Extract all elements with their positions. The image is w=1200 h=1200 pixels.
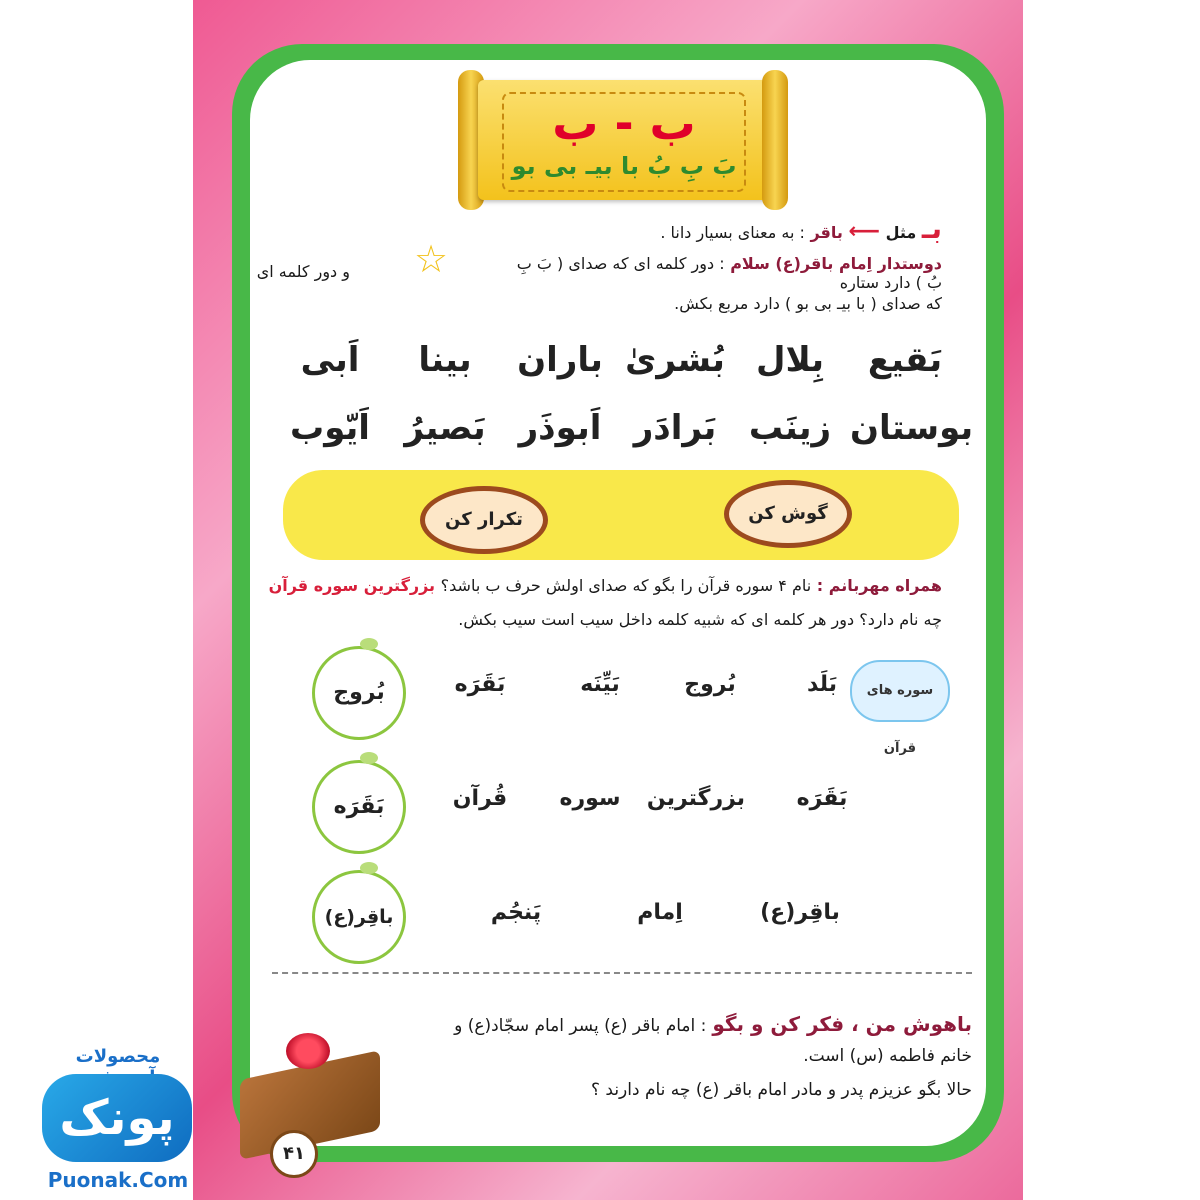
task-lead: همراه مهربانم : (816, 576, 942, 595)
instruction-text: : دور کلمه ای که صدای ( بَ بِ بُ ) دارد ستاره (516, 254, 942, 292)
brand-url: Puonak.Com (47, 1168, 189, 1192)
brand-logo: پونک (42, 1074, 192, 1162)
instruction-line-1 (502, 254, 942, 292)
match-word[interactable]: بَیِّنَه (580, 672, 620, 697)
bottom-line-2: خانم فاطمه (س) است. (803, 1046, 972, 1066)
match-word[interactable]: باقِر(ع) (760, 900, 840, 925)
leaf-icon (360, 638, 378, 650)
word-row-1 (280, 340, 970, 400)
apple-target: باقِر(ع) (312, 870, 406, 964)
repeat-button[interactable]: تکرار کن (420, 486, 548, 554)
word-item[interactable]: اَبوذَر (518, 408, 602, 448)
word-row-2 (280, 408, 974, 468)
match-word[interactable]: بَلَد (807, 672, 837, 697)
section-divider (272, 972, 972, 974)
word-item[interactable]: بوستان (850, 408, 974, 448)
match-word[interactable]: سوره (559, 786, 621, 811)
word-item[interactable]: بَصیرُ (404, 408, 486, 448)
word-item[interactable]: بَقیع (867, 340, 943, 380)
surah-cloud-label: سوره های قرآن (850, 660, 950, 722)
bottom-line-3: حالا بگو عزیزم پدر و مادر امام باقر (ع) چه نام دارند ؟ (590, 1080, 972, 1100)
word-item[interactable]: بَرادَر (633, 408, 717, 448)
word-item[interactable]: بینا (418, 340, 472, 380)
brand-caption: محصولات (75, 1046, 161, 1067)
bottom-lead: باهوش من ، فکر کن و بگو (712, 1012, 972, 1036)
scroll-inner-box (502, 92, 746, 192)
instruction-label: دوستدار اِمام باقر(ع) سلام (730, 254, 942, 273)
word-item[interactable]: باران (517, 340, 603, 380)
star-icon: ☆ (414, 237, 449, 281)
match-word[interactable]: قُرآن (452, 786, 508, 811)
leaf-icon (360, 862, 378, 874)
intro-example-line (252, 212, 942, 245)
match-word[interactable]: بَقَرَه (796, 786, 848, 811)
word-item[interactable]: بِلال (755, 340, 825, 380)
task-tail: بزرگترین سوره قرآن (268, 576, 436, 595)
title-scroll (458, 70, 788, 210)
rose-icon (286, 1033, 330, 1069)
arrow-icon: ⟵ (848, 219, 881, 244)
page-number: ۴۱ (270, 1130, 318, 1178)
word-item[interactable]: زینَب (748, 408, 832, 448)
word-item[interactable]: بُشریٰ (625, 340, 725, 380)
word-item[interactable]: اَیّوب (290, 408, 370, 448)
match-word[interactable]: بزرگترین (646, 786, 746, 811)
word-item[interactable]: اَبی (300, 340, 360, 380)
letter-prefix: بـ (921, 212, 942, 245)
instruction-tail: و دور کلمه ای (256, 262, 350, 281)
bottom-line-1 (412, 1012, 972, 1036)
task-body: نام ۴ سوره قرآن را بگو که صدای اولش حرف ب باشد؟ (440, 576, 812, 595)
match-word[interactable]: بَقَرَه (454, 672, 506, 697)
apple-target: بُروج (312, 646, 406, 740)
listen-button[interactable]: گوش کن (724, 480, 852, 548)
listen-repeat-band (283, 470, 959, 560)
leaf-icon (360, 752, 378, 764)
task-line-1 (252, 576, 942, 595)
letter-vowels: بَ بِ بُ با بیـ بی بو (511, 152, 737, 180)
example-meaning: : به معنای بسیار دانا . (660, 223, 805, 242)
example-word: مثل (885, 223, 917, 242)
letter-title: ب - ب (552, 96, 696, 150)
apple-target: بَقَرَه (312, 760, 406, 854)
match-word[interactable]: اِمام (637, 900, 683, 925)
example-name: باقر (810, 223, 843, 242)
scroll-right-roll (762, 70, 788, 210)
match-word[interactable]: پَنجُم (490, 900, 542, 925)
bottom-line1-text: : امام باقر (ع) پسر امام سجّاد(ع) و (454, 1016, 707, 1036)
match-word[interactable]: بُروج (684, 672, 736, 697)
task-line-2: چه نام دارد؟ دور هر کلمه ای که شبیه کلمه داخل سیب است سیب بکش. (458, 610, 942, 629)
instruction-line-2: که صدای ( با بیـ بی بو ) دارد مربع بکش. (674, 294, 942, 313)
